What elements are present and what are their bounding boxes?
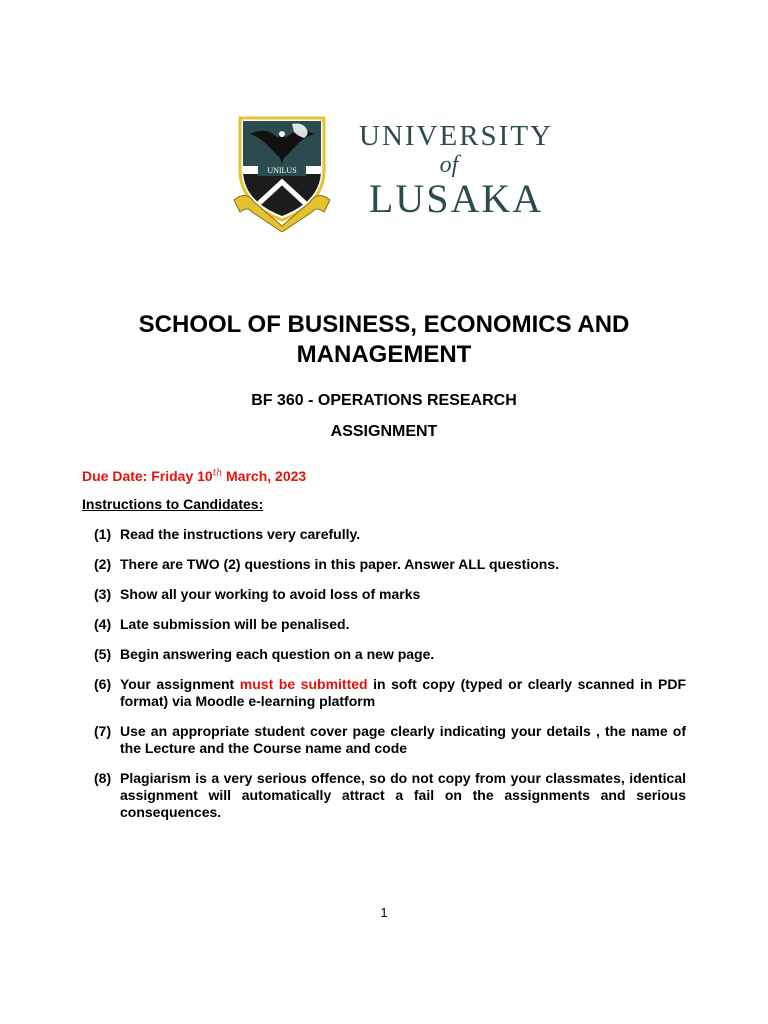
due-date-prefix: Due Date: Friday 10	[82, 468, 213, 484]
list-item	[94, 676, 686, 710]
item-text	[120, 676, 686, 710]
logo-line-of: of	[439, 152, 459, 178]
item-number: (7)	[94, 723, 112, 739]
list-item	[94, 723, 686, 757]
school-title: SCHOOL OF BUSINESS, ECONOMICS AND MANAGEMENT	[138, 311, 630, 368]
course-title: BF 360 - OPERATIONS RESEARCH	[251, 392, 517, 409]
logo-wordmark	[346, 120, 566, 220]
item-number: (5)	[94, 646, 112, 662]
item-number: (3)	[94, 586, 112, 602]
list-item	[94, 770, 686, 821]
item-text: Late submission will be penalised.	[120, 616, 350, 632]
item-text-before: Your assignment	[120, 676, 240, 692]
list-item	[94, 556, 686, 573]
due-date	[82, 468, 306, 484]
university-logo	[232, 108, 562, 232]
item-text: Use an appropriate student cover page clearly indicating your details , the name of the Lecture and the Course name and code	[120, 723, 686, 756]
due-date-suffix: March, 2023	[222, 468, 307, 484]
item-number: (6)	[94, 676, 112, 692]
list-item	[94, 616, 686, 633]
item-text-highlight: must be submitted	[239, 676, 368, 692]
assignment-heading: ASSIGNMENT	[330, 423, 438, 440]
item-text: Read the instructions very carefully.	[120, 526, 361, 542]
item-number: (4)	[94, 616, 112, 632]
item-number: (2)	[94, 556, 112, 572]
item-text: There are TWO (2) questions in this paper. Answer ALL questions.	[120, 556, 559, 572]
list-item	[94, 526, 686, 543]
due-date-superscript: th	[212, 468, 223, 479]
item-text: Show all your working to avoid loss of marks	[120, 586, 421, 602]
logo-line-university: UNIVERSITY	[359, 120, 553, 152]
item-text: Plagiarism is a very serious offence, so do not copy from your classmates, identical assignment will automatically attract a fail on the assignments and serious consequences.	[120, 770, 686, 820]
item-text-after: in soft copy (typed or clearly scanned in PDF format) via Moodle e-learning platform	[120, 676, 686, 709]
instructions-title: Instructions to Candidates:	[82, 496, 264, 512]
item-number: (1)	[94, 526, 112, 542]
page-number: 1	[380, 905, 388, 920]
item-number: (8)	[94, 770, 112, 786]
item-text: Begin answering each question on a new page.	[120, 646, 435, 662]
list-item	[94, 586, 686, 603]
list-item	[94, 646, 686, 663]
instructions-list	[94, 526, 686, 834]
crest-banner: UNILUS	[258, 166, 306, 176]
logo-line-lusaka: LUSAKA	[368, 176, 544, 221]
